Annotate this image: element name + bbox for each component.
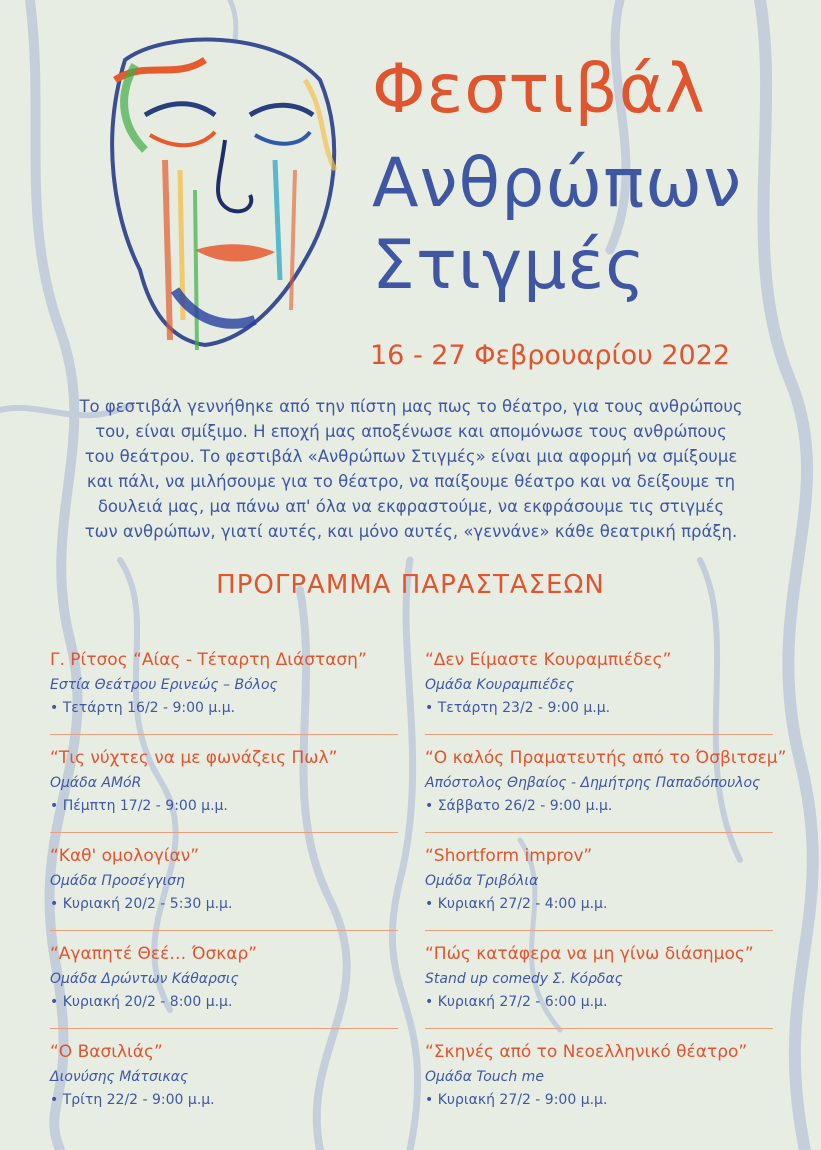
intro-line: δουλειά μας, μα πάνω απ' όλα να εκφραστούμε, να εκφράσουμε τις στιγμές <box>97 497 725 516</box>
show-entry <box>50 944 395 1042</box>
show-entry <box>425 748 787 846</box>
face-illustration <box>55 20 355 360</box>
program-heading: ΠΡΟΓΡΑΜΜΑ ΠΑΡΑΣΤΑΣΕΩΝ <box>216 570 605 600</box>
show-datetime: • Κυριακή 27/2 - 4:00 μ.μ. <box>425 896 608 912</box>
show-entry <box>425 846 770 944</box>
show-troupe: Απόστολος Θηβαίος - Δημήτρης Παπαδόπουλος <box>425 775 761 791</box>
festival-title-line-3: Στιγμές <box>372 226 647 305</box>
show-title: “Πώς κατάφερα να μη γίνω διάσημος” <box>425 944 754 964</box>
show-troupe: Ομάδα Τριβόλια <box>425 873 539 889</box>
show-title: “Δεν Είμαστε Κουραμπιέδες” <box>425 650 672 670</box>
intro-paragraph <box>36 394 786 544</box>
show-datetime: • Σάββατο 26/2 - 9:00 μ.μ. <box>425 798 613 814</box>
divider <box>425 1028 773 1029</box>
show-entry <box>50 748 395 846</box>
show-title: “Σκηνές από το Νεοελληνικό θέατρο” <box>425 1042 748 1062</box>
show-datetime: • Τρίτη 22/2 - 9:00 μ.μ. <box>50 1092 215 1108</box>
divider <box>50 930 398 931</box>
show-title: “Ο καλός Πραματευτής από το Όσβιτσεμ” <box>425 748 787 768</box>
show-title: “Αγαπητέ Θεέ… Όσκαρ” <box>50 944 258 964</box>
show-entry <box>425 944 770 1042</box>
festival-dates: 16 - 27 Φεβρουαρίου 2022 <box>370 340 731 371</box>
show-datetime: • Τετάρτη 23/2 - 9:00 μ.μ. <box>425 700 611 716</box>
show-troupe: Ομάδα Προσέγγιση <box>50 873 185 889</box>
intro-line: των ανθρώπων, γιατί αυτές, και μόνο αυτές, «γεννάνε» κάθε θεατρική πράξη. <box>84 522 738 541</box>
divider <box>50 1028 398 1029</box>
divider <box>50 734 398 735</box>
intro-line: του θεάτρου. Το φεστιβάλ «Ανθρώπων Στιγμές» είναι μια αφορμή να σμίξουμε <box>84 447 738 466</box>
show-troupe: Stand up comedy Σ. Κόρδας <box>425 971 623 987</box>
show-datetime: • Πέμπτη 17/2 - 9:00 μ.μ. <box>50 798 228 814</box>
show-troupe: Ομάδα Touch me <box>425 1069 544 1085</box>
divider <box>425 930 773 931</box>
festival-title-line-1: Φεστιβάλ <box>372 50 706 129</box>
show-title: “Τις νύχτες να με φωνάζεις Πωλ” <box>50 748 338 768</box>
show-troupe: Εστία Θεάτρου Ερινεώς – Βόλος <box>50 677 278 693</box>
intro-line: Το φεστιβάλ γεννήθηκε από την πίστη μας πως το θέατρο, για τους ανθρώπους <box>79 397 743 416</box>
show-troupe: Ομάδα Δρώντων Κάθαρσις <box>50 971 239 987</box>
divider <box>50 832 398 833</box>
divider <box>425 832 773 833</box>
show-troupe: Ομάδα Κουραμπιέδες <box>425 677 575 693</box>
divider <box>425 734 773 735</box>
show-troupe: Ομάδα AMόR <box>50 775 142 791</box>
show-datetime: • Κυριακή 27/2 - 6:00 μ.μ. <box>425 994 608 1010</box>
intro-line: και πάλι, να μιλήσουμε για το θέατρο, να παίξουμε θέατρο και να δείξουμε τη <box>86 472 736 491</box>
show-entry <box>50 846 395 944</box>
schedule-left-column <box>50 650 395 1140</box>
show-troupe: Διονύσης Μάτσικας <box>50 1069 189 1085</box>
show-entry <box>425 1042 770 1140</box>
show-datetime: • Κυριακή 20/2 - 5:30 μ.μ. <box>50 896 233 912</box>
festival-title-line-2: Ανθρώπων <box>372 144 743 223</box>
show-datetime: • Κυριακή 20/2 - 8:00 μ.μ. <box>50 994 233 1010</box>
show-title: “Καθ' ομολογίαν” <box>50 846 200 866</box>
show-title: “Shortform improv” <box>425 846 593 866</box>
show-datetime: • Τετάρτη 16/2 - 9:00 μ.μ. <box>50 700 236 716</box>
show-entry <box>425 650 770 748</box>
show-entry <box>50 650 395 748</box>
show-entry <box>50 1042 395 1140</box>
intro-line: του, είναι σμίξιμο. Η εποχή μας αποξένωσε και απομόνωσε τους ανθρώπους <box>95 422 727 441</box>
show-title: “Ο Βασιλιάς” <box>50 1042 163 1062</box>
show-title: Γ. Ρίτσος “Αίας - Τέταρτη Διάσταση” <box>50 650 367 670</box>
show-datetime: • Κυριακή 27/2 - 9:00 μ.μ. <box>425 1092 608 1108</box>
schedule-right-column <box>425 650 787 1140</box>
